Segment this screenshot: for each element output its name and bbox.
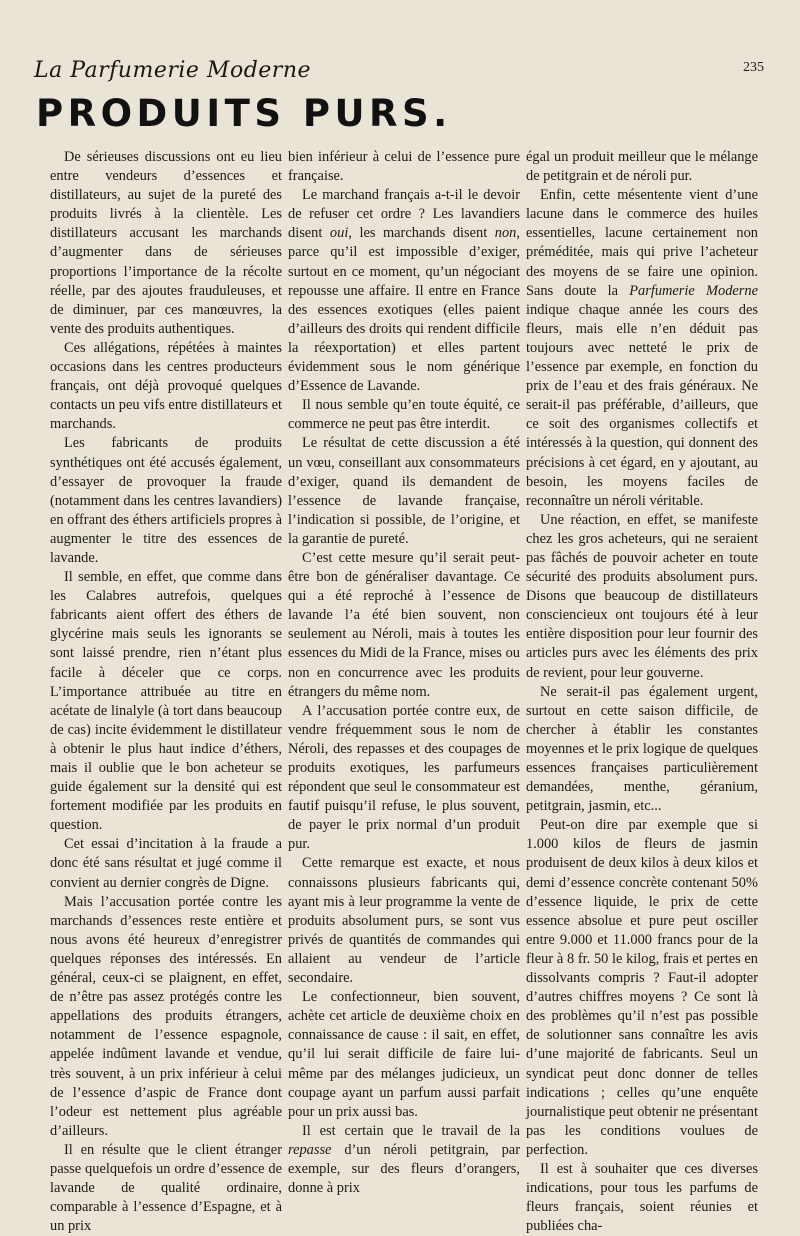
article-title: PRODUITS PURS. (36, 92, 452, 135)
text-run: Le marchand français a-t-il le devoir de refuser cet ordre ? Les lavandiers disent (288, 187, 520, 242)
paragraph: Cette remarque est exacte, et nous connaissons plusieurs fabricants qui, ayant mis à leur programme la vente de produits absolument purs, se sont vus privés de quantités de commandes qui allaient au vendeur de l’article secondaire. (288, 855, 520, 987)
paragraph: Ne serait-il pas également urgent, surtout en cette saison difficile, de chercher à établir les constantes moyennes et le prix logique de quelques essences françaises particulièrement demandées, menthe, géranium, petitgrain, jasmin, etc... (526, 683, 758, 815)
text-run: indique chaque année les cours des fleurs, mais elle n’en déduit pas toujours avec netteté le prix de l’essence par exemple, en fonction du prix de l’eau et des frais généraux. Ne serait-il pas préférable, d’ailleurs, que ce soit des organismes collectifs et intéressés à la question, qui donnent des précisions à cet égard, en y ajoutant, au besoin, les moyens faciles de reconnaître un néroli véritable. (526, 301, 758, 509)
paragraph: Peut-on dire par exemple que si 1.000 kilos de fleurs de jasmin produisent de deux kilos à deux kilos et demi d’essence concrète contenant 50% d’essence liquide, le prix de cette essence absolue et pure peut osciller entre 9.000 et 11.000 francs pour de la fleur à 8 fr. 50 le kilog, frais et pertes en dissolvants compris ? Faut-il adopter d’autres chiffres moyens ? Ce sont là des problèmes qu’il n’est pas possible de solutionner sans connaître les avis d’une majorité de fabricants. Seul un syndicat peut donc donner de telles indications ; celles qu’une enquête journalistique peut obtenir ne présentant pas les conditions voulues de perfection. (526, 817, 758, 1158)
paragraph (288, 186, 520, 396)
paragraph: Il nous semble qu’en toute équité, ce commerce ne peut pas être interdit. (288, 397, 520, 433)
running-head: La Parfumerie Moderne (34, 58, 312, 83)
text-run: , les marchands disent (348, 225, 488, 242)
paragraph: Une réaction, en effet, se manifeste chez les gros acheteurs, qui ne seraient pas fâchés de pouvoir acheter en toute sécurité des produits absolument purs. Disons que beaucoup de distillateurs consciencieux ont toujours été à leur entière disposition pour leur fournir des articles purs avec les éléments des prix de revient, pour leur gouverne. (526, 511, 758, 681)
paragraph: C’est cette mesure qu’il serait peut-être bon de généraliser davantage. Ce qui a été reproché à l’essence de lavande l’a été bien souvent, non seulement au Néroli, mais à toutes les essences du Midi de la France, mises ou non en concurrence avec les produits étrangers du même nom. (288, 549, 520, 700)
paragraph: Mais l’accusation portée contre les marchands d’essences reste entière et nous avons été heureux d’enregistrer quelques réponses des intéressés. En général, ceux-ci se plaignent, en effet, de n’être pas assez protégés contre les appellations des produits étrangers, notamment de l’essence espagnole, appelée indûment lavande et vendue, très souvent, à un prix inférieur à celui de l’essence d’aspic de France dont l’odeur est nettement plus agréable d’ailleurs. (50, 893, 282, 1139)
italic-word: oui (329, 225, 349, 242)
text-run: d’un néroli petitgrain, par exemple, sur des fleurs d’orangers, donne à prix (288, 1141, 520, 1197)
paragraph: Les fabricants de produits synthétiques ont été accusés également, d’essayer de provoquer la fraude (notamment dans les centres lavandiers) en offrant des éthers artificiels propres à augmenter le titre des essences de lavande. (50, 435, 282, 566)
paragraph: bien inférieur à celui de l’essence pure française. (288, 149, 520, 185)
paragraph: Le confectionneur, bien souvent, achète cet article de deuxième choix en connaissance de cause : il sait, en effet, qu’il lui serait difficile de faire lui-même par des mélanges judicieux, un coupage ayant un parfum aussi parfait pour un prix aussi bas. (288, 989, 520, 1120)
italic-word: repasse (288, 1141, 332, 1158)
paragraph: Il en résulte que le client étranger passe quelquefois un ordre d’essence de lavande de qualité ordinaire, comparable à l’essence d’Espagne, et à un prix (50, 1141, 282, 1235)
italic-journal-name: Parfumerie Moderne (629, 282, 758, 299)
paragraph: Cet essai d’incitation à la fraude a donc été sans résultat et jugé comme il convient au dernier congrès de Digne. (50, 836, 282, 891)
text-run: Il est certain que le travail de la (302, 1122, 520, 1139)
paragraph (288, 1122, 520, 1198)
paragraph: A l’accusation portée contre eux, de vendre fréquemment sous le nom de Néroli, des repasses et des coupages de produits exotiques, les parfumeurs répondent que seul le consommateur est fautif puisqu’il refuse, le plus souvent, de payer le prix normal d’un produit pur. (288, 702, 520, 853)
paragraph: Il est à souhaiter que ces diverses indications, pour tous les parfums de fleurs français, soient réunies et publiées cha- (526, 1160, 758, 1235)
paragraph: Le résultat de cette discussion a été un vœu, conseillant aux consommateurs d’exiger, quand ils demandent de l’essence de lavande française, l’indication si possible, de l’origine, et la garantie de pureté. (288, 435, 520, 547)
paragraph: De sérieuses discussions ont eu lieu entre vendeurs d’essences et distillateurs, au sujet de la pureté des produits livrés à la clientèle. Les distillateurs accusant les marchands d’augmenter dans de sérieuses proportions l’importance de la récolte réelle, par des ajoutes frauduleuses, et de diminuer, par ces manœuvres, la vente des produits authentiques. (50, 149, 282, 337)
column-3 (526, 148, 758, 1236)
italic-word: non (494, 225, 517, 242)
text-run: Enfin, cette mésentente vient d’une lacune dans le commerce des huiles essentielles, lacune certainement non préméditée, mais qui prive l’acheteur des moyens de se faire une opinion. Sans doute la (526, 187, 758, 299)
paragraph: Il semble, en effet, que comme dans les Calabres autrefois, quelques fabricants aient offert des éthers de glycérine mais seuls les ignorants se sont laissé prendre, rien n’étant plus facile à déceler que ce corps. L’importance attribuée au titre en acétate de linalyle (à tort dans beaucoup de cas) incite évidemment le distillateur à obtenir le plus haut indice d’éthers, mais il oublie que le bon acheteur se guide également sur la densité qui est fortement modifiée par les produits en question. (50, 569, 282, 834)
column-2 (288, 148, 520, 1198)
paragraph (526, 186, 758, 511)
page-number: 235 (743, 60, 764, 75)
column-1 (50, 148, 282, 1236)
text-run: , parce qu’il est impossible d’exiger, surtout en ce moment, qu’un négociant repousse une affaire. Il entre en France des essences exotiques (elles paient d’ailleurs des droits qui rendent difficile la réexportation) et elles partent évidemment sous le nom générique d’Essence de Lavande. (288, 225, 520, 395)
paragraph: égal un produit meilleur que le mélange de petitgrain et de néroli pur. (526, 149, 758, 185)
paragraph: Ces allégations, répétées à maintes occasions dans les centres producteurs français, ont déjà provoqué quelques contacts un peu vifs entre distillateurs et marchands. (50, 339, 282, 433)
